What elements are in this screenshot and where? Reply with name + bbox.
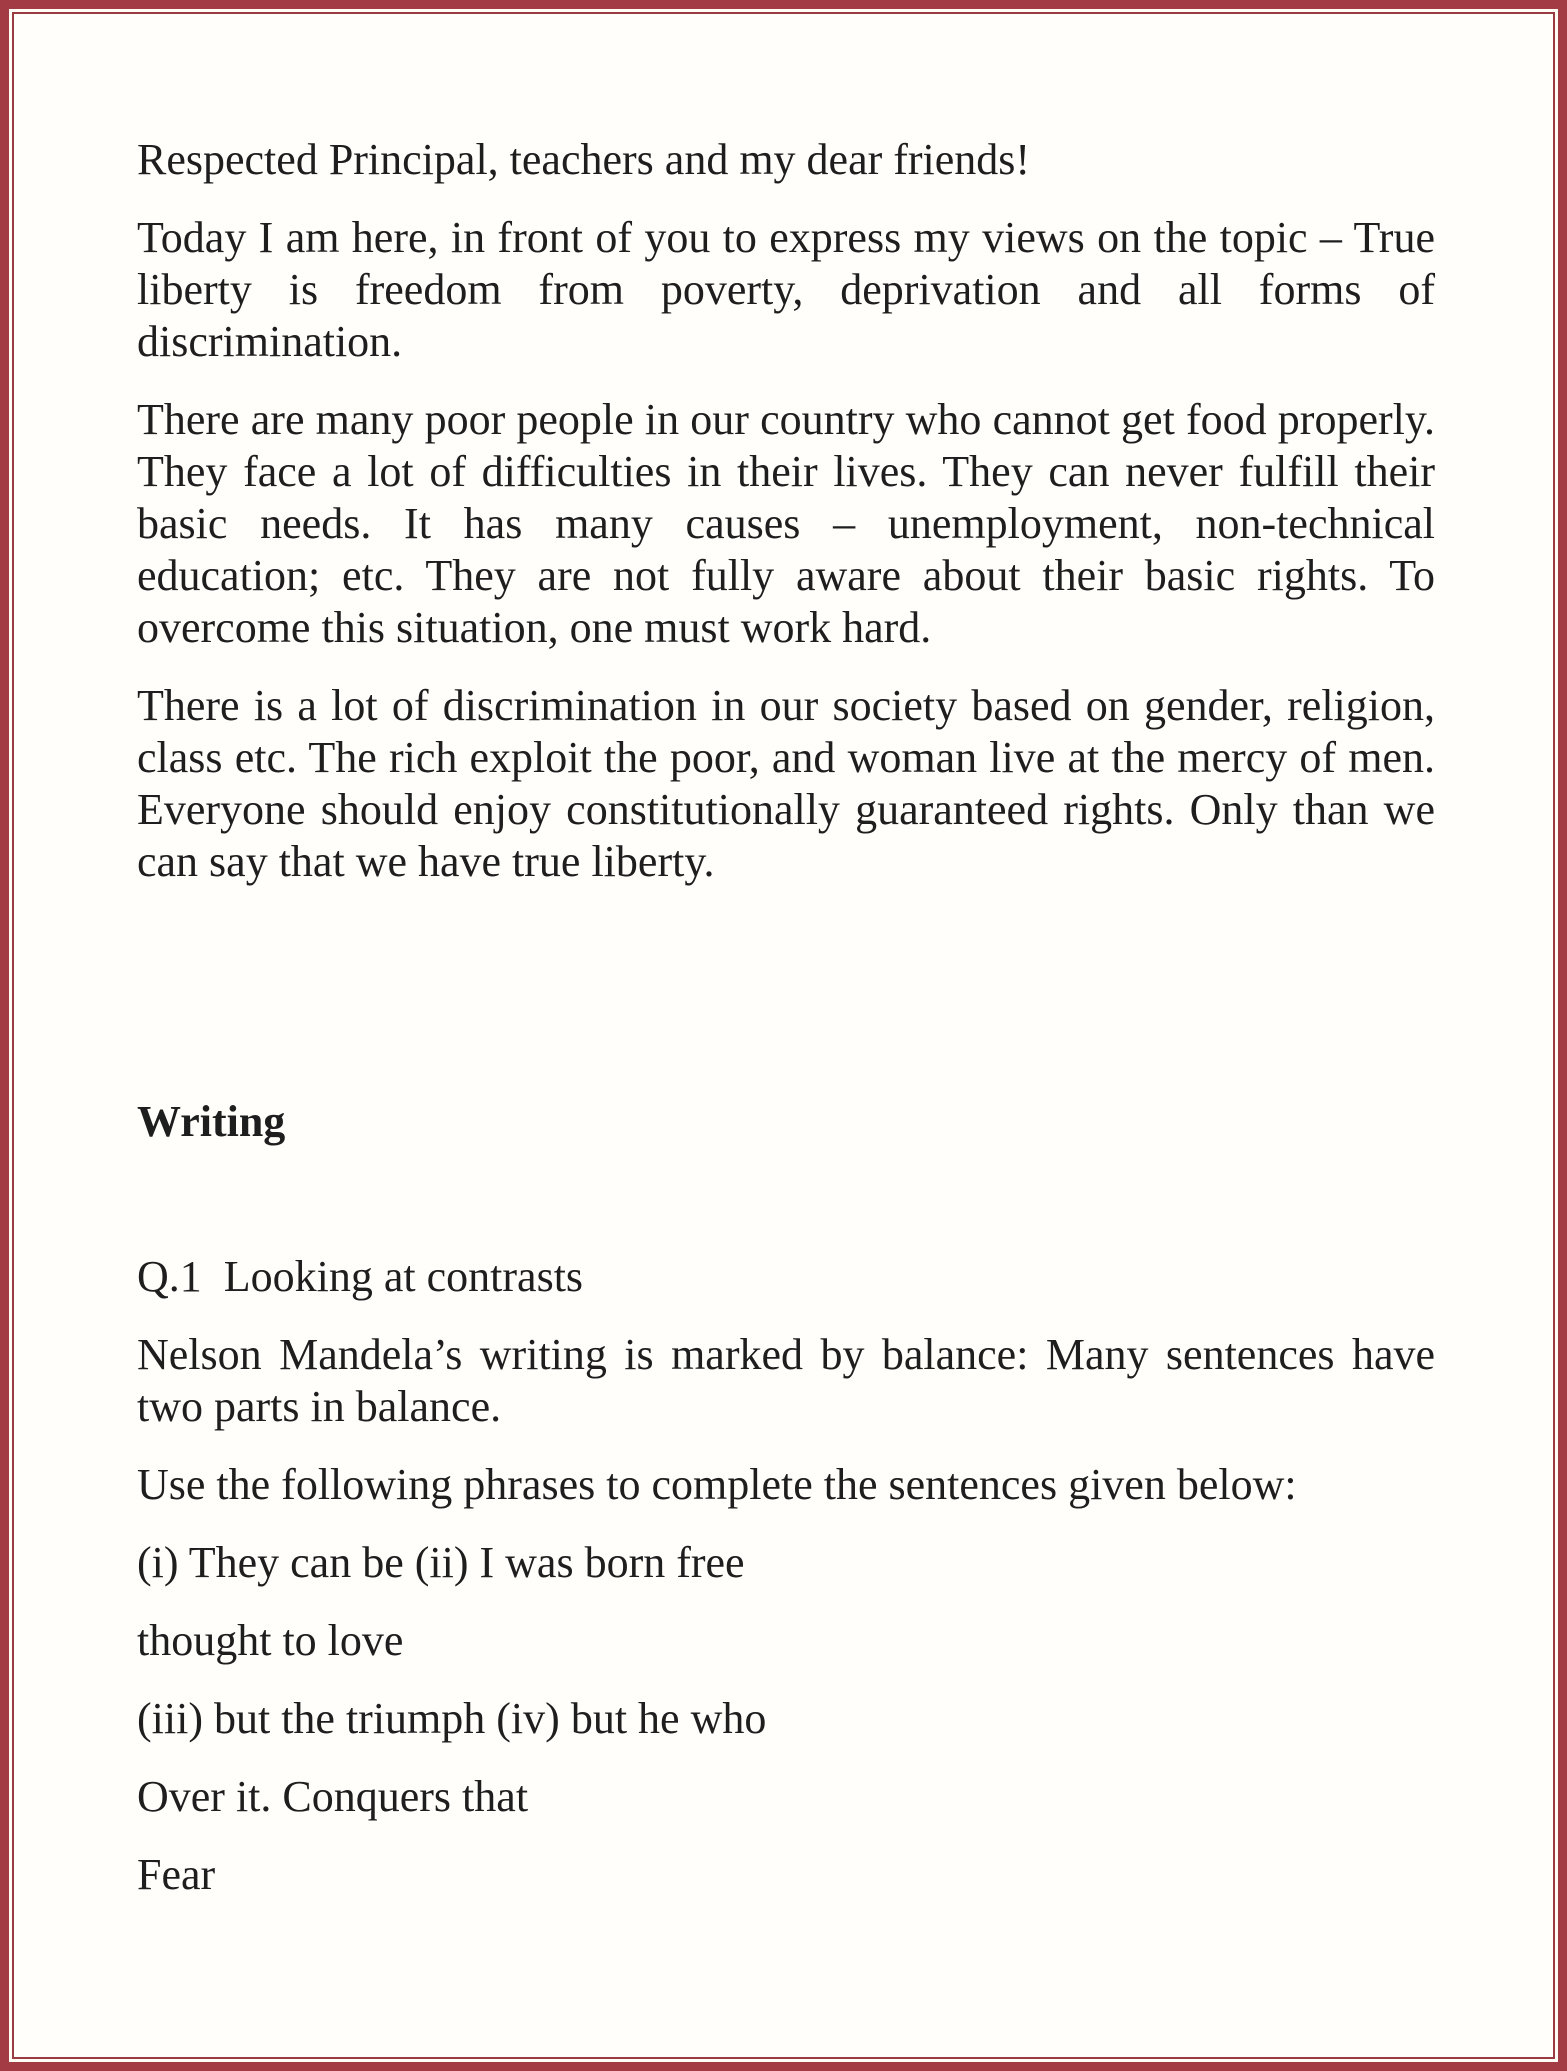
speech-discrimination-paragraph: There is a lot of discrimination in our society based on gender, religion, class etc. The rich exploit the poor, and woman live at the mercy of men. Everyone should enjoy constitutionally guaranteed rights. Only than we can say that we have true liberty. (137, 681, 1435, 886)
phrase-option-3: (iii) but the triumph (iv) but he who (137, 1694, 767, 1743)
question-1-intro: Nelson Mandela’s writing is marked by balance: Many sentences have two parts in balance. (137, 1330, 1435, 1431)
speech-poverty-paragraph: There are many poor people in our country who cannot get food properly. They face a lot of difficulties in their lives. They can never fulfill their basic needs. It has many causes – unemployment, non-technical education; etc. They are not fully aware about their basic rights. To overcome this situation, one must work hard. (137, 395, 1435, 652)
phrase-option-2: thought to love (137, 1616, 404, 1665)
speech-greeting: Respected Principal, teachers and my dear friends! (137, 135, 1031, 184)
phrase-option-5: Fear (137, 1850, 216, 1899)
phrase-option-1: (i) They can be (ii) I was born free (137, 1538, 745, 1587)
document-border-gap (9, 9, 1558, 2062)
speech-topic-paragraph: Today I am here, in front of you to express my views on the topic – True liberty is freedom from poverty, deprivation and all forms of discrimination. (137, 213, 1435, 366)
document-page (12, 12, 1555, 2059)
question-1-instruction: Use the following phrases to complete the sentences given below: (137, 1460, 1297, 1509)
question-1-title: Q.1 Looking at contrasts (137, 1252, 584, 1301)
writing-section-heading: Writing (137, 1097, 286, 1146)
phrase-option-4: Over it. Conquers that (137, 1772, 529, 1821)
